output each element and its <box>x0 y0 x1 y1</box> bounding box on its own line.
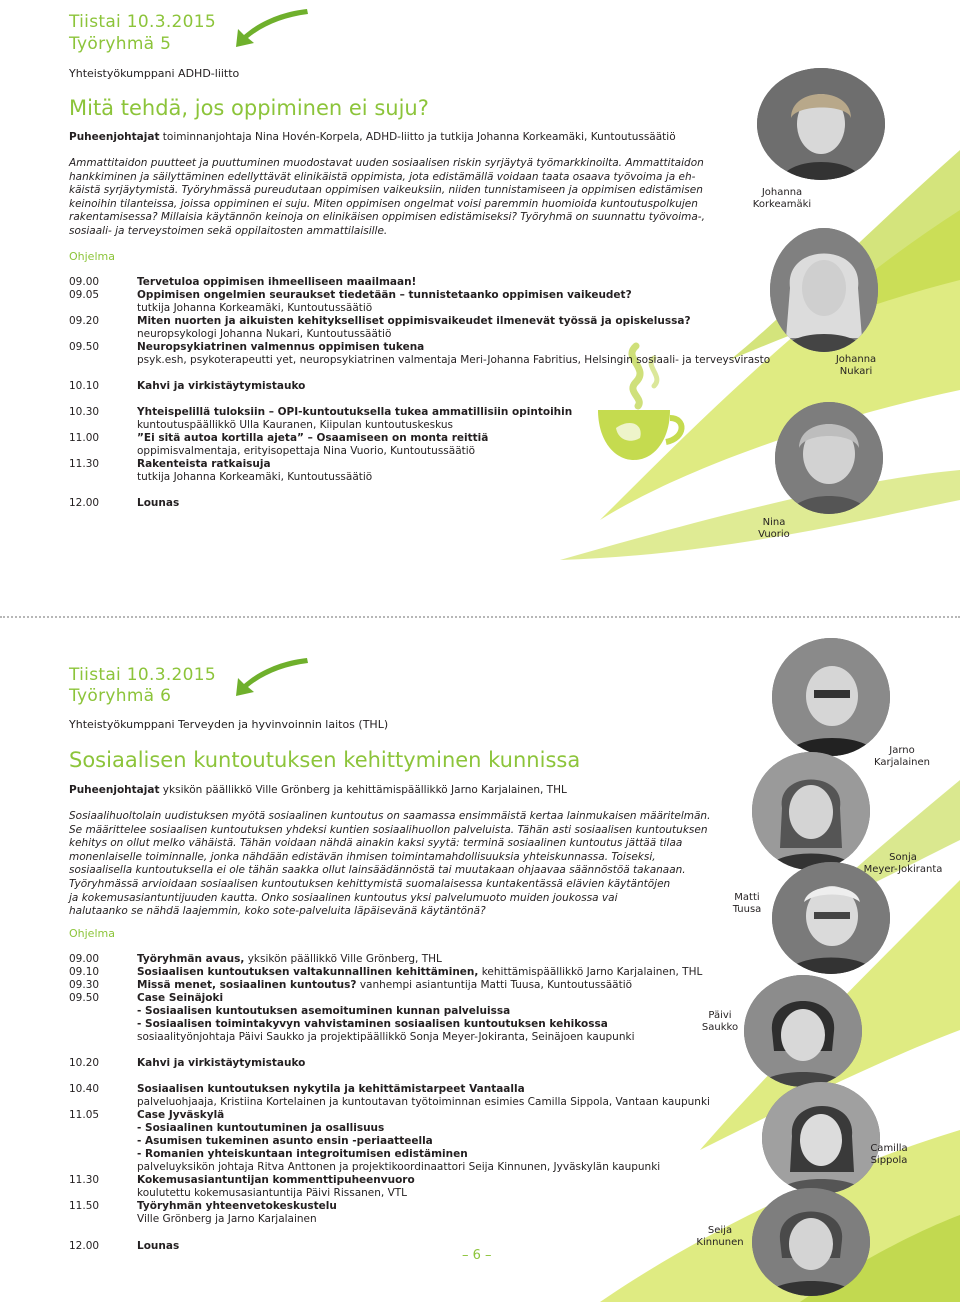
program-title: Case Seinäjoki <box>137 992 224 1004</box>
program-content <box>137 497 179 510</box>
photo-caption: Seija Kinnunen <box>696 1225 744 1248</box>
program-detail: kehittämispäällikkö Jarno Karjalainen, THL <box>478 966 703 978</box>
workgroup-title: Työryhmä 5 <box>69 34 172 54</box>
program-detail: vanhempi asiantuntija Matti Tuusa, Kuntoutussäätiö <box>356 979 633 991</box>
program-time: 12.00 <box>69 497 100 509</box>
program-content <box>137 1135 433 1148</box>
program-content <box>137 432 488 445</box>
program-title: Yhteispelillä tuloksiin – OPI-kuntoutuksella tukea ammatillisiin opintoihin <box>137 406 573 418</box>
program-title: Työryhmän avaus, <box>137 953 245 965</box>
photo-caption: Nina Vuorio <box>758 517 790 540</box>
session-date: Tiistai 10.3.2015 <box>69 12 216 32</box>
section-divider <box>0 616 960 618</box>
program-content <box>137 1240 179 1253</box>
description-line: hankkiminen ja säilyttäminen edellyttävät elinikäistä oppimista, jota edistämällä voidaan taata osaava työvoima ja eh- <box>69 170 696 183</box>
program-content <box>137 315 691 328</box>
program-title: Neuropsykiatrinen valmennus oppimisen tukena <box>137 341 425 353</box>
chairs-text: toiminnanjohtaja Nina Hovén-Korpela, ADHD-liitto ja tutkija Johanna Korkeamäki, Kuntoutussäätiö <box>159 131 676 143</box>
program-content <box>137 302 372 315</box>
program-content <box>137 471 372 484</box>
program-content <box>137 1174 415 1187</box>
photo-caption: Päivi Saukko <box>701 1010 739 1033</box>
photo-caption: Matti Tuusa <box>732 892 762 915</box>
program-title: - Sosiaalisen toimintakyvyn vahvistaminen sosiaalisen kuntoutuksen kehikossa <box>137 1018 608 1030</box>
description-line: sosiaali- ja terveystoimen sekä oppilaitosten ammattilaisille. <box>69 224 388 237</box>
program-title: Case Jyväskylä <box>137 1109 225 1121</box>
arrow-logo-icon <box>232 5 312 49</box>
program-content <box>137 1005 510 1018</box>
program-content <box>137 1096 710 1109</box>
description-line: Ammattitaidon puutteet ja puuttuminen muodostavat uuden sosiaalisen riskin syrjäytyä työmarkkinoilta. Ammattitaidon <box>69 157 704 169</box>
program-detail: Ville Grönberg ja Jarno Karjalainen <box>137 1213 317 1225</box>
program-time: 10.20 <box>69 1057 100 1069</box>
chairs-line <box>69 784 567 796</box>
program-title: Miten nuorten ja aikuisten kehitykselliset oppimisvaikeudet ilmenevät työssä ja opiskelussa? <box>137 315 691 327</box>
program-title: Oppimisen ongelmien seuraukset tiedetään – tunnistetaanko oppimisen vaikeudet? <box>137 289 632 301</box>
program-content <box>137 406 572 419</box>
chairs-line <box>69 131 676 143</box>
program-content <box>137 1031 634 1044</box>
program-content <box>137 1057 305 1070</box>
description-line: Se määrittelee sosiaalisen kuntoutuksen yhdeksi kuntien sosiaalihuollon palveluista. Tähän asti sosiaalisen kuntoutuksen <box>69 823 708 836</box>
program-time: 11.30 <box>69 1174 100 1186</box>
photo-caption: Jarno Karjalainen <box>873 745 931 768</box>
program-content <box>137 1187 407 1200</box>
portrait-photo <box>775 402 883 514</box>
program-title: - Sosiaalinen kuntoutuminen ja osallisuus <box>137 1122 385 1134</box>
chairs-text: yksikön päällikkö Ville Grönberg ja kehittämispäällikkö Jarno Karjalainen, THL <box>159 784 567 796</box>
program-content <box>137 419 453 432</box>
photo-caption: Johanna Nukari <box>835 354 877 377</box>
session-headline: Sosiaalisen kuntoutuksen kehittyminen kunnissa <box>69 748 581 772</box>
description <box>69 157 759 239</box>
program-heading: Ohjelma <box>69 250 115 263</box>
program-title: Kahvi ja virkistäytymistauko <box>137 380 306 392</box>
chairs-label: Puheenjohtajat <box>69 784 160 796</box>
program-content <box>137 953 442 966</box>
program-detail: yksikön päällikkö Ville Grönberg, THL <box>244 953 442 965</box>
description-line: rakentamisessa? Millaisia käytännön keinoja on elinikäisen oppimisen edistämiseksi? Työryhmä on suunnattu työvoima-, <box>69 211 705 224</box>
program-title: Missä menet, sosiaalinen kuntoutus? <box>137 979 357 991</box>
program-content <box>137 1200 337 1213</box>
program-content <box>137 445 475 458</box>
program-time: 10.30 <box>69 406 100 418</box>
session-headline: Mitä tehdä, jos oppiminen ei suju? <box>69 96 429 120</box>
program-title: ”Ei sitä autoa kortilla ajeta” – Osaamiseen on monta reittiä <box>137 432 489 444</box>
program-content <box>137 992 223 1005</box>
portrait-photo <box>770 228 878 352</box>
program-title: Lounas <box>137 1240 180 1252</box>
program-content <box>137 276 416 289</box>
program-content <box>137 328 391 341</box>
program-title: - Asumisen tukeminen asunto ensin -periaatteella <box>137 1135 433 1147</box>
program-title: Sosiaalisen kuntoutuksen valtakunnallinen kehittäminen, <box>137 966 479 978</box>
program-time: 09.50 <box>69 341 100 353</box>
partner-line: Yhteistyökumppani ADHD-liitto <box>69 67 240 80</box>
partner-line: Yhteistyökumppani Terveyden ja hyvinvoinnin laitos (THL) <box>69 718 389 731</box>
portrait-photo <box>772 638 890 756</box>
program-title: - Romanien yhteiskuntaan integroitumisen edistäminen <box>137 1148 468 1160</box>
program-time: 09.00 <box>69 276 100 288</box>
program-detail: psyk.esh, psykoterapeutti yet, neuropsykiatrinen valmentaja Meri-Johanna Fabritius, Helsingin sosiaali- ja terveysvirasto <box>137 354 771 366</box>
program-detail: tutkija Johanna Korkeamäki, Kuntoutussäätiö <box>137 471 373 483</box>
portrait-photo <box>772 862 890 974</box>
session-date: Tiistai 10.3.2015 <box>69 665 216 685</box>
arrow-logo-icon <box>232 654 312 698</box>
description <box>69 810 729 919</box>
program-time: 09.20 <box>69 315 100 327</box>
description-line: sosiaalisella kuntoutuksella ei ole tähän saakka ollut lainsäädännöstä tai muutakaan ohjaavaa säännöstöä takanaan. <box>69 864 686 877</box>
description-line: Työryhmässä arvioidaan sosiaalisen kuntoutuksen kehittymistä suomalaisessa kuntakentässä elävien käytäntöjen <box>69 877 671 890</box>
program-title: Työryhmän yhteenvetokeskustelu <box>137 1200 337 1212</box>
program-time: 11.30 <box>69 458 100 470</box>
chairs-label: Puheenjohtajat <box>69 131 160 143</box>
program-title: Rakenteista ratkaisuja <box>137 458 271 470</box>
program-title: - Sosiaalisen kuntoutuksen asemoituminen kunnan palveluissa <box>137 1005 511 1017</box>
portrait-photo <box>752 1188 870 1296</box>
workgroup-title: Työryhmä 6 <box>69 686 172 706</box>
program-content <box>137 1018 608 1031</box>
program-content <box>137 458 271 471</box>
portrait-photo <box>757 68 885 180</box>
program-time: 09.00 <box>69 953 100 965</box>
description-line: kehitys on ollut melko vähäistä. Tähän voidaan nähdä ainakin kaksi syytä: terminä sosiaalinen kuntoutus jättää tilaa <box>69 837 683 850</box>
photo-caption: Johanna Korkeamäki <box>752 187 812 210</box>
program-title: Lounas <box>137 497 180 509</box>
program-time: 09.30 <box>69 979 100 991</box>
program-time: 10.10 <box>69 380 100 392</box>
program-time: 10.40 <box>69 1083 100 1095</box>
program-detail: sosiaalityönjohtaja Päivi Saukko ja projektipäällikkö Sonja Meyer-Jokiranta, Seinäjoen kaupunki <box>137 1031 635 1043</box>
program-content <box>137 354 770 367</box>
portrait-photo <box>744 975 862 1087</box>
program-time: 09.05 <box>69 289 100 301</box>
description-line: keinoihin tilanteissa, joissa oppiminen ei suju. Miten oppimisen ongelmat voisi paremmin huomioida kuntoutuspolkujen <box>69 197 698 210</box>
photo-caption: Sonja Meyer-Jokiranta <box>863 852 943 875</box>
program-detail: tutkija Johanna Korkeamäki, Kuntoutussäätiö <box>137 302 373 314</box>
program-content <box>137 1213 317 1226</box>
photo-caption: Camilla Sippola <box>870 1143 908 1166</box>
program-time: 09.50 <box>69 992 100 1004</box>
program-content <box>137 1109 224 1122</box>
program-heading: Ohjelma <box>69 927 115 940</box>
program-title: Tervetuloa oppimisen ihmeelliseen maailmaan! <box>137 276 417 288</box>
program-detail: oppimisvalmentaja, erityisopettaja Nina Vuorio, Kuntoutussäätiö <box>137 445 476 457</box>
program-time: 11.50 <box>69 1200 100 1212</box>
program-detail: kuntoutuspäällikkö Ulla Kauranen, Kiipulan kuntoutuskeskus <box>137 419 454 431</box>
page-number: – 6 – <box>462 1248 492 1263</box>
description-line: Sosiaalihuoltolain uudistuksen myötä sosiaalinen kuntoutus on saamassa ensimmäistä kertaa lainmukaisen määritelmän. <box>69 810 711 822</box>
program-time: 09.10 <box>69 966 100 978</box>
program-content <box>137 1161 660 1174</box>
program-detail: palveluyksikön johtaja Ritva Anttonen ja projektikoordinaattori Seija Kinnunen, Jyväskylän kaupunki <box>137 1161 661 1173</box>
program-detail: palveluohjaaja, Kristiina Kortelainen ja kuntoutavan työtoiminnan esimies Camilla Sippola, Vantaan kaupunki <box>137 1096 710 1108</box>
program-content <box>137 1148 468 1161</box>
program-time: 11.00 <box>69 432 100 444</box>
program-time: 11.05 <box>69 1109 100 1121</box>
program-content <box>137 380 305 393</box>
program-content <box>137 966 702 979</box>
program-detail: neuropsykologi Johanna Nukari, Kuntoutussäätiö <box>137 328 392 340</box>
program-title: Sosiaalisen kuntoutuksen nykytila ja kehittämistarpeet Vantaalla <box>137 1083 525 1095</box>
program-content <box>137 1122 384 1135</box>
description-line: monenlaiselle toiminnalle, jonka nähdään edistävän ihmisen toimintamahdollisuuksia yhteiskunnassa. Toiseksi, <box>69 850 656 863</box>
portrait-photo <box>762 1082 880 1194</box>
program-content <box>137 289 632 302</box>
description-line: käistä syrjäytymistä. Työryhmässä pureudutaan oppimisen vaikeuksiin, niiden tunnistamiseen ja oppimisen edistämisen <box>69 184 703 197</box>
program-detail: koulutettu kokemusasiantuntija Päivi Rissanen, VTL <box>137 1187 408 1199</box>
program-content <box>137 1083 525 1096</box>
program-title: Kahvi ja virkistäytymistauko <box>137 1057 306 1069</box>
description-line: ja kokemusasiantuntijuuden kautta. Onko sosiaalinen kuntoutus yksi palvelumuoto muiden joukossa vai <box>69 891 618 904</box>
program-content <box>137 341 424 354</box>
program-content <box>137 979 632 992</box>
program-title: Kokemusasiantuntijan kommenttipuheenvuoro <box>137 1174 415 1186</box>
description-line: halutaanko se nähdä laajemmin, koko sote-palveluita läpäisevänä käytäntönä? <box>69 905 486 918</box>
program-time: 12.00 <box>69 1240 100 1252</box>
